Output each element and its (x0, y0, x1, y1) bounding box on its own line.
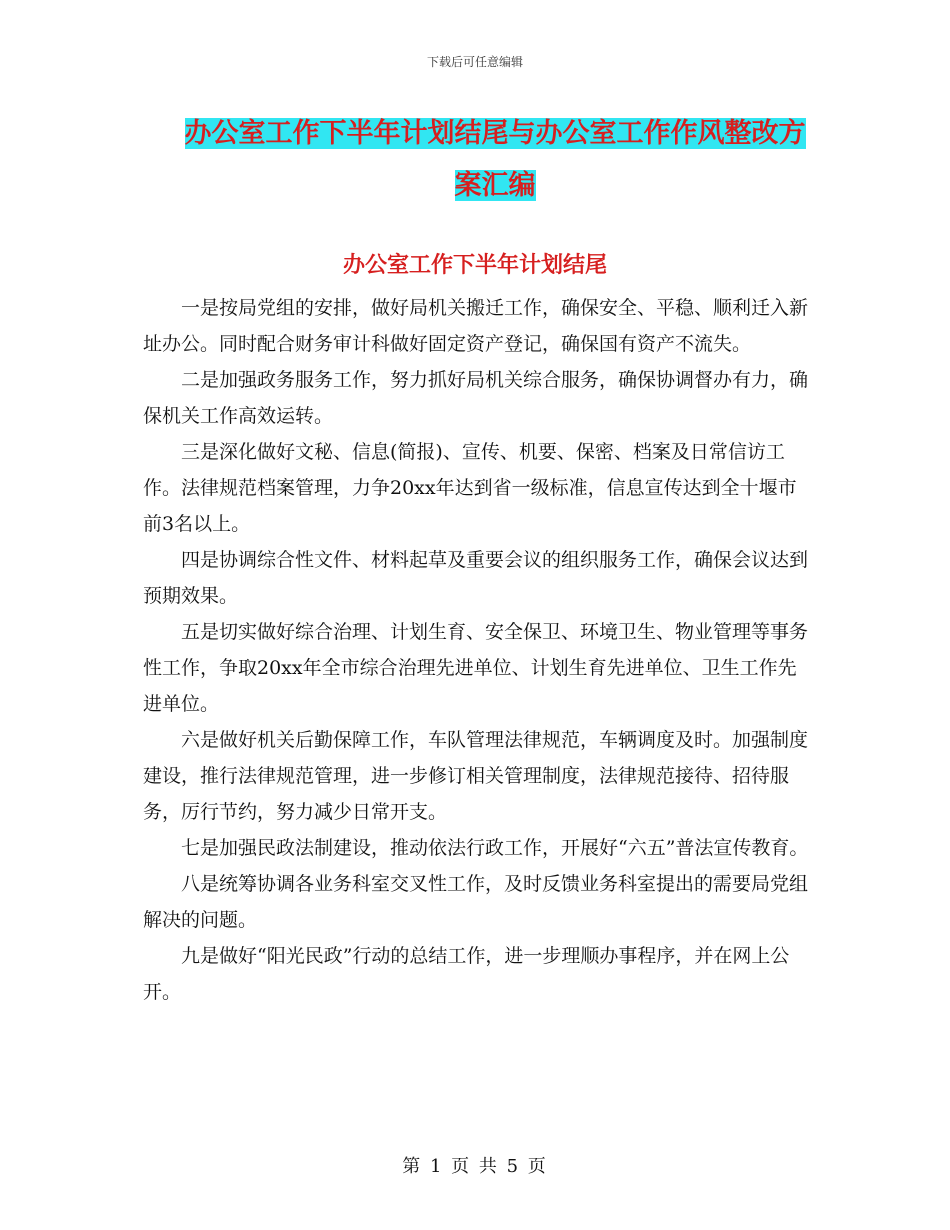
header-note: 下载后可任意编辑 (426, 55, 523, 69)
document-body (143, 290, 811, 1010)
paragraph-4: 四是协调综合性文件、材料起草及重要会议的组织服务工作，确保会议达到预期效果。 (143, 549, 809, 607)
paragraph-2: 二是加强政务服务工作，努力抓好局机关综合服务，确保协调督办有力，确保机关工作高效运转。 (143, 369, 809, 427)
paragraph-1: 一是按局党组的安排，做好局机关搬迁工作，确保安全、平稳、顺利迁入新址办公。同时配合财务审计科做好固定资产登记，确保国有资产不流失。 (143, 297, 809, 355)
document-title (150, 108, 840, 212)
paragraph-8: 八是统筹协调各业务科室交叉性工作，及时反馈业务科室提出的需要局党组解决的问题。 (143, 873, 809, 931)
title-line-1: 办公室工作下半年计划结尾与办公室工作作风整改方 (184, 118, 806, 149)
page-footer: 第 1 页 共 5 页 (402, 1156, 548, 1177)
paragraph-7: 七是加强民政法制建设，推动依法行政工作，开展好“六五”普法宣传教育。 (181, 837, 809, 859)
paragraph-9: 九是做好“阳光民政”行动的总结工作，进一步理顺办事程序，并在网上公开。 (143, 945, 790, 1003)
section-title: 办公室工作下半年计划结尾 (342, 252, 607, 278)
paragraph-3: 三是深化做好文秘、信息(简报)、宣传、机要、保密、档案及日常信访工作。法律规范档案管理，力争20xx年达到省一级标准，信息宣传达到全十堰市前3名以上。 (143, 441, 797, 535)
paragraph-6: 六是做好机关后勤保障工作，车队管理法律规范，车辆调度及时。加强制度建设，推行法律规范管理，进一步修订相关管理制度，法律规范接待、招待服务，厉行节约，努力减少日常开支。 (143, 729, 809, 823)
paragraph-5: 五是切实做好综合治理、计划生育、安全保卫、环境卫生、物业管理等事务性工作，争取20xx年全市综合治理先进单位、计划生育先进单位、卫生工作先进单位。 (143, 621, 809, 715)
title-line-2: 案汇编 (454, 170, 536, 201)
